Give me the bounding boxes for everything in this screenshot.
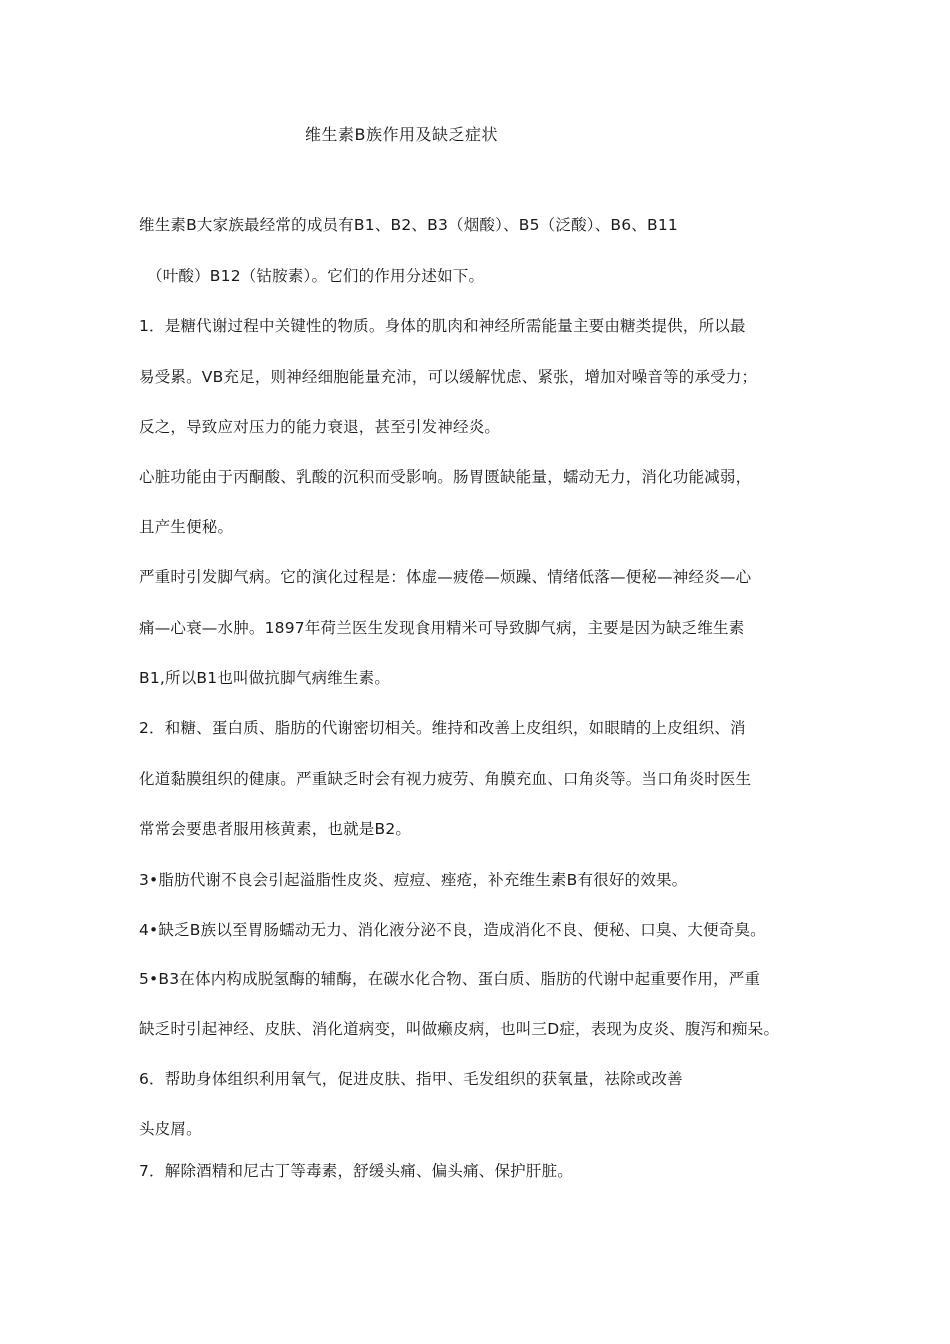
paragraph-line: 6．帮助身体组织利用氧气，促进皮肤、指甲、毛发组织的获氧量，祛除或改善: [139, 1070, 683, 1088]
paragraph-line: 严重时引发脚气病。它的演化过程是：体虚—疲倦—烦躁、情绪低落—便秘—神经炎—心: [139, 568, 752, 586]
paragraph-line: 5•B3在体内构成脱氢酶的辅酶，在碳水化合物、蛋白质、脂肪的代谢中起重要作用，严重: [139, 970, 761, 988]
paragraph-line: 7．解除酒精和尼古丁等毒素，舒缓头痛、偏头痛、保护肝脏。: [139, 1162, 573, 1180]
paragraph-line: 3•脂肪代谢不良会引起溢脂性皮炎、痘痘、痤疮，补充维生素B有很好的效果。: [139, 871, 688, 889]
paragraph-line: 常常会要患者服用核黄素，也就是B2。: [139, 820, 412, 838]
paragraph-line: 痛—心衰—水肿。1897年荷兰医生发现食用精米可导致脚气病，主要是因为缺乏维生素: [139, 619, 745, 637]
paragraph-line: 头皮屑。: [139, 1120, 202, 1138]
paragraph-line: 反之，导致应对压力的能力衰退，甚至引发神经炎。: [139, 418, 501, 436]
paragraph-line: 1．是糖代谢过程中关键性的物质。身体的肌肉和神经所需能量主要由糖类提供，所以最: [139, 317, 746, 335]
paragraph-line: 2．和糖、蛋白质、脂肪的代谢密切相关。维持和改善上皮组织，如眼睛的上皮组织、消: [139, 719, 746, 737]
paragraph-line: 化道黏膜组织的健康。严重缺乏时会有视力疲劳、角膜充血、口角炎等。当口角炎时医生: [139, 770, 752, 788]
paragraph-line: 且产生便秘。: [139, 518, 234, 536]
paragraph-line: B1,所以B1也叫做抗脚气病维生素。: [139, 669, 391, 687]
paragraph-line: 4•缺乏B族以至胃肠蠕动无力、消化液分泌不良，造成消化不良、便秘、口臭、大便奇臭。: [139, 921, 766, 939]
paragraph-line: 维生素B大家族最经常的成员有B1、B2、B3（烟酸）、B5（泛酸）、B6、B11: [139, 216, 678, 234]
document-title: 维生素B族作用及缺乏症状: [305, 125, 498, 144]
paragraph-line: 易受累。VB充足，则神经细胞能量充沛，可以缓解忧虑、紧张，增加对噪音等的承受力；: [139, 368, 758, 386]
paragraph-line: 心脏功能由于丙酮酸、乳酸的沉积而受影响。肠胃匮缺能量，蠕动无力，消化功能减弱，: [139, 468, 752, 486]
paragraph-line: 缺乏时引起神经、皮肤、消化道病变，叫做癞皮病，也叫三D症，表现为皮炎、腹泻和痴呆。: [139, 1020, 780, 1038]
paragraph-line: （叶酸）B12（钴胺素）。它们的作用分述如下。: [147, 267, 485, 285]
